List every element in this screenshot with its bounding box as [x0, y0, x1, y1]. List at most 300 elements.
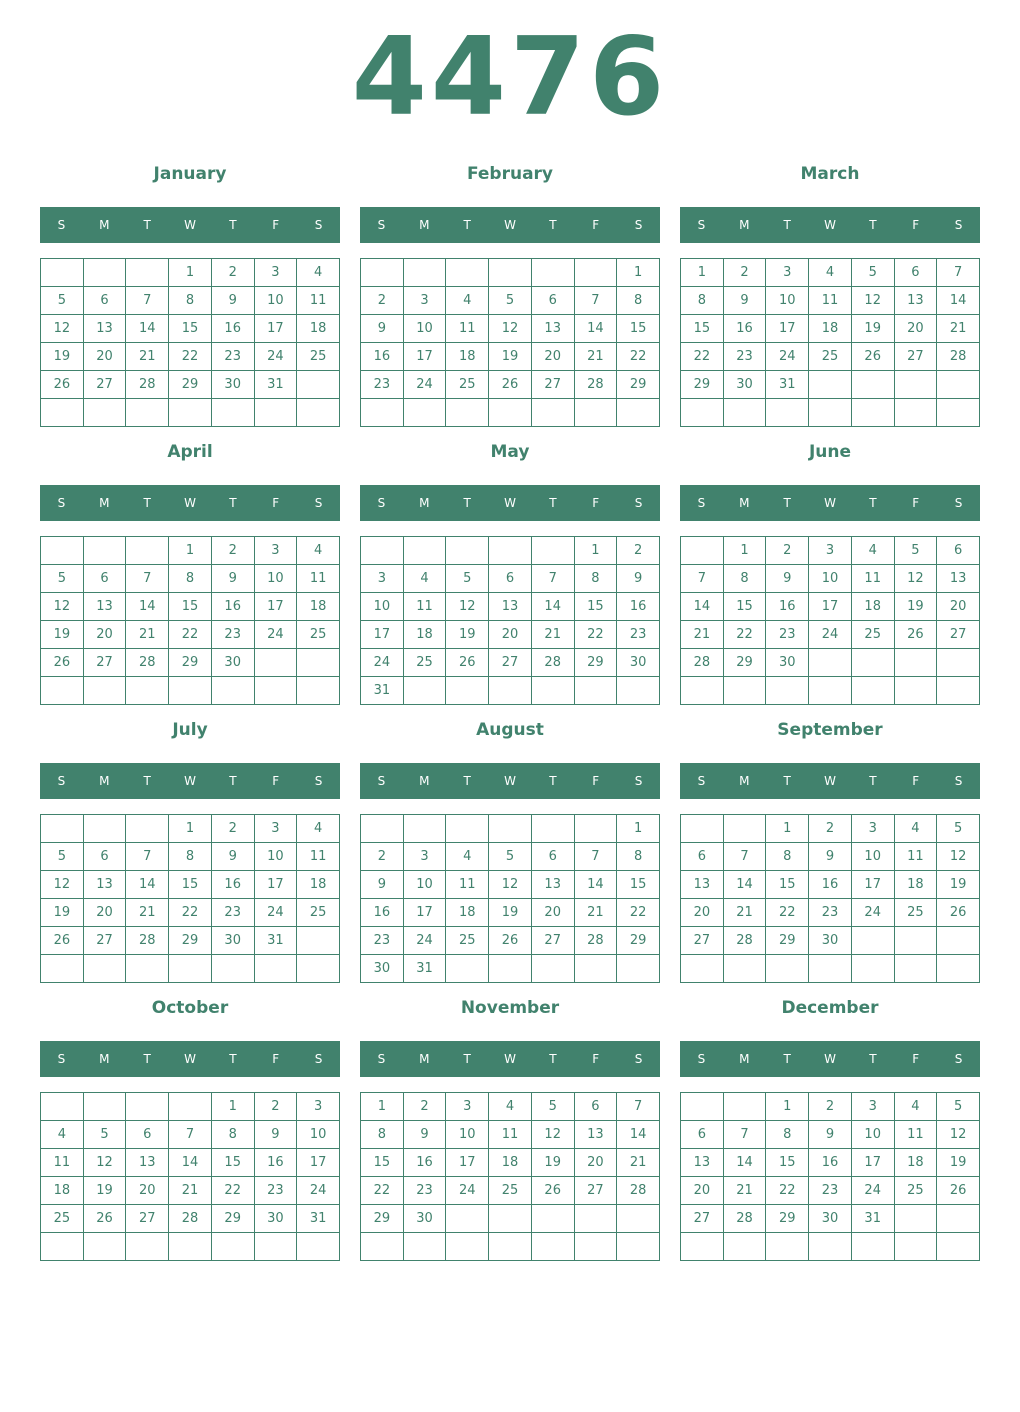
day-cell: 7 [169, 1121, 212, 1149]
day-cell: 5 [41, 565, 84, 593]
day-cell [681, 955, 724, 983]
month-name: October [151, 998, 229, 1018]
day-cell: 25 [489, 1177, 532, 1205]
weekday-label: F [592, 774, 600, 788]
day-cell: 19 [489, 343, 532, 371]
day-cell: 28 [126, 371, 169, 399]
weekday-label: F [272, 496, 280, 510]
day-cell [297, 955, 340, 983]
day-cell [895, 677, 938, 705]
weekday-label: T [463, 1052, 471, 1066]
day-grid [40, 814, 340, 983]
day-cell: 12 [852, 287, 895, 315]
day-cell: 6 [489, 565, 532, 593]
day-cell: 22 [617, 343, 660, 371]
day-cell [724, 677, 767, 705]
day-cell: 3 [404, 287, 447, 315]
day-cell: 7 [724, 843, 767, 871]
month-name: August [476, 720, 544, 740]
month-name: March [800, 164, 860, 184]
day-cell: 5 [41, 843, 84, 871]
weekday-label: T [783, 496, 791, 510]
day-cell: 27 [575, 1177, 618, 1205]
weekday-label: T [549, 496, 557, 510]
day-cell [446, 1233, 489, 1261]
day-cell: 3 [404, 843, 447, 871]
day-cell: 7 [724, 1121, 767, 1149]
weekday-label: S [634, 1052, 643, 1066]
day-cell: 14 [532, 593, 575, 621]
day-cell: 19 [937, 871, 980, 899]
day-cell: 16 [361, 899, 404, 927]
day-cell: 25 [297, 899, 340, 927]
day-cell [681, 399, 724, 427]
month-name: December [781, 998, 879, 1018]
day-cell: 13 [575, 1121, 618, 1149]
weekday-label: S [314, 496, 323, 510]
day-cell: 6 [575, 1093, 618, 1121]
day-cell: 27 [681, 927, 724, 955]
day-cell: 18 [895, 871, 938, 899]
day-cell: 21 [126, 343, 169, 371]
day-cell: 30 [809, 927, 852, 955]
day-cell [489, 815, 532, 843]
day-grid [360, 258, 660, 427]
day-cell: 19 [84, 1177, 127, 1205]
day-cell: 20 [532, 899, 575, 927]
day-cell: 3 [852, 1093, 895, 1121]
day-cell: 8 [766, 1121, 809, 1149]
weekday-label: M [99, 496, 110, 510]
weekday-label: F [912, 1052, 920, 1066]
day-cell: 27 [84, 371, 127, 399]
weekday-label: W [504, 774, 516, 788]
weekday-label: S [697, 1052, 706, 1066]
day-cell: 16 [212, 593, 255, 621]
day-cell: 1 [766, 1093, 809, 1121]
day-cell: 3 [297, 1093, 340, 1121]
day-cell [361, 1233, 404, 1261]
day-cell: 10 [446, 1121, 489, 1149]
day-cell [895, 1233, 938, 1261]
day-cell: 14 [126, 315, 169, 343]
weekday-label: S [634, 496, 643, 510]
day-cell: 26 [489, 371, 532, 399]
weekday-label: M [739, 496, 750, 510]
day-cell: 23 [809, 899, 852, 927]
weekday-header [680, 207, 980, 243]
day-cell [724, 399, 767, 427]
day-cell: 14 [575, 315, 618, 343]
day-cell: 30 [212, 649, 255, 677]
day-cell: 14 [724, 1149, 767, 1177]
day-cell: 3 [852, 815, 895, 843]
day-cell: 10 [404, 315, 447, 343]
day-cell [575, 1205, 618, 1233]
day-cell: 18 [297, 593, 340, 621]
day-cell: 9 [212, 287, 255, 315]
day-cell: 6 [84, 565, 127, 593]
day-cell [575, 677, 618, 705]
day-cell: 24 [297, 1177, 340, 1205]
day-cell: 1 [169, 537, 212, 565]
day-cell: 8 [617, 287, 660, 315]
day-cell [681, 537, 724, 565]
day-cell: 2 [809, 815, 852, 843]
day-cell: 21 [681, 621, 724, 649]
day-cell: 4 [297, 537, 340, 565]
day-cell: 26 [84, 1205, 127, 1233]
day-cell [852, 1233, 895, 1261]
day-cell: 29 [212, 1205, 255, 1233]
day-cell: 12 [41, 871, 84, 899]
day-cell: 4 [297, 259, 340, 287]
day-cell: 8 [681, 287, 724, 315]
day-cell: 16 [809, 871, 852, 899]
day-cell: 29 [169, 649, 212, 677]
weekday-label: M [99, 218, 110, 232]
day-cell [446, 399, 489, 427]
day-cell: 9 [724, 287, 767, 315]
day-cell: 15 [169, 871, 212, 899]
day-cell: 15 [169, 593, 212, 621]
day-cell: 7 [126, 287, 169, 315]
day-cell: 12 [937, 843, 980, 871]
day-cell: 7 [126, 843, 169, 871]
day-cell: 20 [937, 593, 980, 621]
day-cell [895, 649, 938, 677]
day-cell: 9 [809, 843, 852, 871]
day-cell: 29 [169, 927, 212, 955]
day-cell: 8 [766, 843, 809, 871]
day-cell [84, 677, 127, 705]
weekday-label: F [272, 1052, 280, 1066]
day-cell [126, 1093, 169, 1121]
day-cell: 30 [724, 371, 767, 399]
day-cell: 24 [446, 1177, 489, 1205]
day-cell: 11 [852, 565, 895, 593]
weekday-label: M [99, 774, 110, 788]
day-cell: 17 [809, 593, 852, 621]
day-cell [617, 399, 660, 427]
day-cell: 25 [446, 927, 489, 955]
day-cell [766, 955, 809, 983]
day-cell: 28 [532, 649, 575, 677]
day-cell [41, 537, 84, 565]
day-cell: 2 [212, 815, 255, 843]
day-grid [40, 258, 340, 427]
weekday-label: S [57, 496, 66, 510]
day-cell: 12 [489, 315, 532, 343]
day-cell: 13 [84, 593, 127, 621]
day-cell [852, 955, 895, 983]
day-cell: 30 [617, 649, 660, 677]
day-cell: 18 [446, 899, 489, 927]
day-cell: 30 [361, 955, 404, 983]
weekday-label: W [824, 496, 836, 510]
day-cell: 28 [617, 1177, 660, 1205]
day-cell: 16 [255, 1149, 298, 1177]
day-cell [41, 1093, 84, 1121]
weekday-label: W [504, 496, 516, 510]
day-cell: 28 [937, 343, 980, 371]
day-cell: 22 [766, 899, 809, 927]
day-cell: 27 [937, 621, 980, 649]
day-grid [680, 536, 980, 705]
day-grid [360, 536, 660, 705]
day-cell: 4 [41, 1121, 84, 1149]
day-cell: 17 [297, 1149, 340, 1177]
day-cell: 13 [489, 593, 532, 621]
day-cell: 15 [212, 1149, 255, 1177]
day-cell: 11 [809, 287, 852, 315]
day-cell: 1 [617, 815, 660, 843]
day-cell [937, 399, 980, 427]
day-cell: 21 [724, 1177, 767, 1205]
day-cell: 8 [169, 843, 212, 871]
day-cell: 11 [446, 315, 489, 343]
weekday-label: T [143, 774, 151, 788]
weekday-label: T [869, 218, 877, 232]
day-cell [169, 399, 212, 427]
day-cell: 7 [532, 565, 575, 593]
day-cell: 10 [809, 565, 852, 593]
weekday-label: M [739, 218, 750, 232]
day-cell: 16 [404, 1149, 447, 1177]
day-cell [852, 649, 895, 677]
day-cell [404, 399, 447, 427]
day-cell: 27 [532, 927, 575, 955]
weekday-label: T [463, 218, 471, 232]
weekday-label: T [229, 1052, 237, 1066]
day-cell: 1 [724, 537, 767, 565]
weekday-label: S [954, 496, 963, 510]
day-cell: 20 [126, 1177, 169, 1205]
month-name: June [808, 442, 852, 462]
weekday-header [360, 207, 660, 243]
weekday-label: F [592, 1052, 600, 1066]
weekday-header [360, 1041, 660, 1077]
day-cell [681, 677, 724, 705]
day-cell: 2 [255, 1093, 298, 1121]
day-cell [809, 955, 852, 983]
weekday-label: W [504, 218, 516, 232]
day-cell: 1 [681, 259, 724, 287]
day-cell: 30 [212, 371, 255, 399]
day-cell [532, 537, 575, 565]
day-cell: 19 [895, 593, 938, 621]
day-cell [532, 955, 575, 983]
day-cell [404, 259, 447, 287]
day-cell: 25 [809, 343, 852, 371]
day-cell: 9 [809, 1121, 852, 1149]
day-cell: 10 [852, 1121, 895, 1149]
day-cell [297, 1233, 340, 1261]
weekday-label: F [272, 774, 280, 788]
day-cell [126, 815, 169, 843]
day-cell: 31 [255, 927, 298, 955]
day-cell: 2 [361, 287, 404, 315]
day-cell: 21 [126, 899, 169, 927]
day-cell [724, 815, 767, 843]
day-cell [126, 955, 169, 983]
weekday-label: S [314, 218, 323, 232]
day-cell: 26 [41, 371, 84, 399]
weekday-label: W [184, 774, 196, 788]
day-cell: 8 [169, 287, 212, 315]
weekday-label: T [783, 218, 791, 232]
month-name: November [460, 998, 560, 1018]
day-cell: 23 [361, 371, 404, 399]
day-cell: 29 [617, 927, 660, 955]
day-cell: 7 [617, 1093, 660, 1121]
day-cell [852, 399, 895, 427]
day-cell: 20 [895, 315, 938, 343]
day-cell [681, 815, 724, 843]
day-cell: 13 [532, 871, 575, 899]
day-cell: 12 [489, 871, 532, 899]
day-cell: 11 [404, 593, 447, 621]
day-cell: 28 [724, 1205, 767, 1233]
day-cell: 2 [809, 1093, 852, 1121]
weekday-label: T [143, 496, 151, 510]
day-cell: 25 [297, 343, 340, 371]
day-cell: 29 [766, 927, 809, 955]
weekday-label: S [954, 1052, 963, 1066]
day-cell [937, 955, 980, 983]
weekday-label: M [419, 218, 430, 232]
day-cell: 17 [255, 593, 298, 621]
day-cell: 29 [724, 649, 767, 677]
day-cell [126, 1233, 169, 1261]
day-cell: 22 [361, 1177, 404, 1205]
day-cell: 13 [681, 871, 724, 899]
day-cell: 9 [617, 565, 660, 593]
day-cell [809, 649, 852, 677]
day-cell: 24 [809, 621, 852, 649]
day-cell: 14 [937, 287, 980, 315]
weekday-header [360, 485, 660, 521]
day-cell: 5 [895, 537, 938, 565]
day-cell: 9 [766, 565, 809, 593]
day-cell: 27 [895, 343, 938, 371]
weekday-header [40, 763, 340, 799]
day-grid [680, 814, 980, 983]
day-cell: 16 [766, 593, 809, 621]
day-cell: 13 [895, 287, 938, 315]
day-cell: 27 [532, 371, 575, 399]
day-cell: 11 [489, 1121, 532, 1149]
day-cell: 1 [169, 815, 212, 843]
day-cell: 5 [489, 843, 532, 871]
day-cell [617, 677, 660, 705]
day-cell: 15 [681, 315, 724, 343]
day-cell [489, 1233, 532, 1261]
day-cell: 28 [575, 927, 618, 955]
day-cell: 19 [41, 899, 84, 927]
day-cell [937, 1233, 980, 1261]
day-cell: 15 [724, 593, 767, 621]
weekday-label: S [634, 774, 643, 788]
day-cell: 28 [681, 649, 724, 677]
weekday-label: F [912, 774, 920, 788]
day-cell [297, 371, 340, 399]
day-cell: 11 [41, 1149, 84, 1177]
weekday-label: M [419, 496, 430, 510]
day-cell: 23 [212, 621, 255, 649]
day-cell [446, 955, 489, 983]
day-cell: 12 [84, 1149, 127, 1177]
day-cell: 14 [724, 871, 767, 899]
day-cell: 19 [41, 621, 84, 649]
day-cell [895, 371, 938, 399]
day-cell: 25 [852, 621, 895, 649]
day-cell: 23 [212, 343, 255, 371]
day-cell: 12 [937, 1121, 980, 1149]
weekday-label: T [463, 496, 471, 510]
day-cell: 18 [297, 871, 340, 899]
month-name: February [466, 164, 554, 184]
day-cell: 21 [532, 621, 575, 649]
day-cell: 6 [84, 287, 127, 315]
day-cell: 20 [84, 343, 127, 371]
day-cell: 2 [212, 537, 255, 565]
day-cell: 4 [809, 259, 852, 287]
day-cell: 10 [404, 871, 447, 899]
day-cell: 6 [895, 259, 938, 287]
weekday-label: F [912, 218, 920, 232]
day-cell: 11 [895, 843, 938, 871]
day-cell: 14 [126, 871, 169, 899]
day-cell: 26 [852, 343, 895, 371]
weekday-label: T [549, 1052, 557, 1066]
day-cell: 23 [212, 899, 255, 927]
day-cell [852, 927, 895, 955]
day-cell: 22 [169, 899, 212, 927]
weekday-label: S [57, 774, 66, 788]
day-cell: 17 [766, 315, 809, 343]
weekday-label: T [143, 218, 151, 232]
weekday-header [40, 207, 340, 243]
day-cell: 11 [895, 1121, 938, 1149]
day-cell: 6 [532, 843, 575, 871]
day-cell: 3 [255, 815, 298, 843]
day-cell: 22 [724, 621, 767, 649]
day-cell [84, 537, 127, 565]
day-cell: 17 [404, 899, 447, 927]
day-cell [617, 1233, 660, 1261]
day-cell: 13 [937, 565, 980, 593]
day-cell: 24 [404, 927, 447, 955]
day-cell [404, 537, 447, 565]
weekday-label: S [954, 774, 963, 788]
day-cell: 13 [84, 315, 127, 343]
day-cell [212, 1233, 255, 1261]
day-cell: 20 [681, 899, 724, 927]
day-cell: 18 [446, 343, 489, 371]
day-cell: 5 [532, 1093, 575, 1121]
day-cell [297, 399, 340, 427]
weekday-label: M [739, 1052, 750, 1066]
day-cell [41, 1233, 84, 1261]
weekday-label: T [229, 774, 237, 788]
weekday-label: T [549, 218, 557, 232]
day-cell [575, 955, 618, 983]
day-cell: 8 [617, 843, 660, 871]
day-cell: 2 [212, 259, 255, 287]
day-cell: 16 [361, 343, 404, 371]
day-cell: 2 [617, 537, 660, 565]
